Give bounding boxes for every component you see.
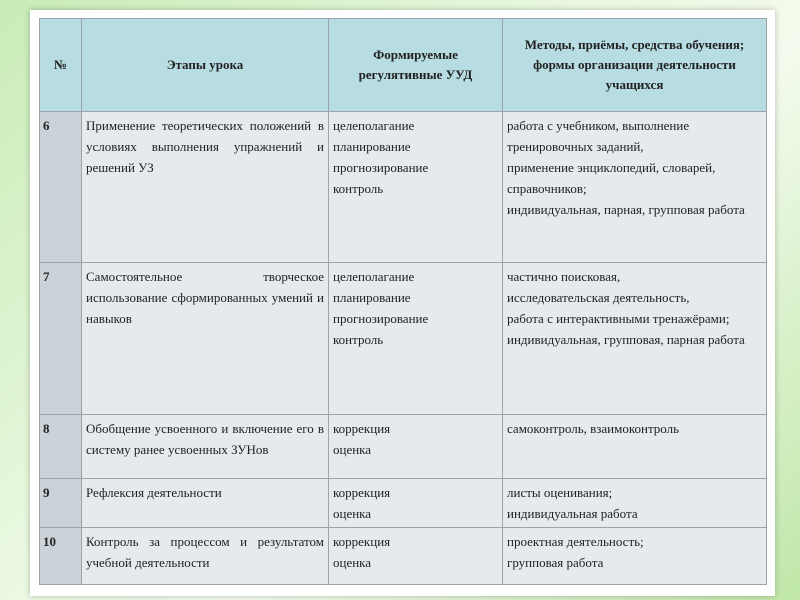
row-stage: Контроль за процессом и результатом учебной деятельности [82,528,329,585]
methods-item: работа с интерактивными тренажёрами; [507,311,730,326]
uud-item: прогнозирование [333,160,429,175]
methods-item: индивидуальная, парная, групповая работа [507,202,745,217]
uud-item: целеполагание [333,269,415,284]
row-methods [503,112,767,263]
row-num: 7 [40,263,82,415]
row-uud [329,479,503,528]
header-num: № [40,19,82,112]
header-stage: Этапы урока [82,19,329,112]
uud-item: оценка [333,442,372,457]
header-methods: Методы, приёмы, средства обучения; формы организации деятельности учащихся [503,19,767,112]
row-stage: Самостоятельное творческое использование сформированных умений и навыков [82,263,329,415]
row-num: 8 [40,415,82,479]
row-num: 9 [40,479,82,528]
uud-item: контроль [333,332,384,347]
methods-item: работа с учебником, выполнение тренировочных заданий, [507,118,690,154]
table-row [40,528,767,585]
table-header-row [40,19,767,112]
methods-item: индивидуальная работа [507,506,638,521]
methods-item: проектная деятельность; [507,534,644,549]
row-uud [329,415,503,479]
methods-item: листы оценивания; [507,485,613,500]
row-uud [329,263,503,415]
methods-item: исследовательская деятельность, [507,290,690,305]
table-row [40,112,767,263]
row-methods [503,528,767,585]
uud-item: коррекция [333,485,391,500]
methods-item: самоконтроль, взаимоконтроль [507,421,680,436]
row-stage: Применение теоретических положений в условиях выполнения упражнений и решений УЗ [82,112,329,263]
row-num: 6 [40,112,82,263]
row-methods [503,263,767,415]
row-stage: Обобщение усвоенного и включение его в систему ранее усвоенных ЗУНов [82,415,329,479]
methods-item: индивидуальная, групповая, парная работа [507,332,745,347]
uud-item: планирование [333,290,411,305]
uud-item: прогнозирование [333,311,429,326]
uud-item: коррекция [333,534,391,549]
uud-item: оценка [333,506,372,521]
lesson-stages-table [39,18,767,585]
uud-item: планирование [333,139,411,154]
row-methods [503,415,767,479]
row-methods [503,479,767,528]
methods-item: частично поисковая, [507,269,621,284]
row-num: 10 [40,528,82,585]
table-row [40,263,767,415]
methods-item: применение энциклопедий, словарей, справочников; [507,160,716,196]
uud-item: целеполагание [333,118,415,133]
uud-item: контроль [333,181,384,196]
methods-item: групповая работа [507,555,604,570]
table-row [40,415,767,479]
uud-item: коррекция [333,421,391,436]
row-stage: Рефлексия деятельности [82,479,329,528]
header-uud: Формируемые регулятивные УУД [329,19,503,112]
uud-item: оценка [333,555,372,570]
row-uud [329,112,503,263]
row-uud [329,528,503,585]
table-row [40,479,767,528]
